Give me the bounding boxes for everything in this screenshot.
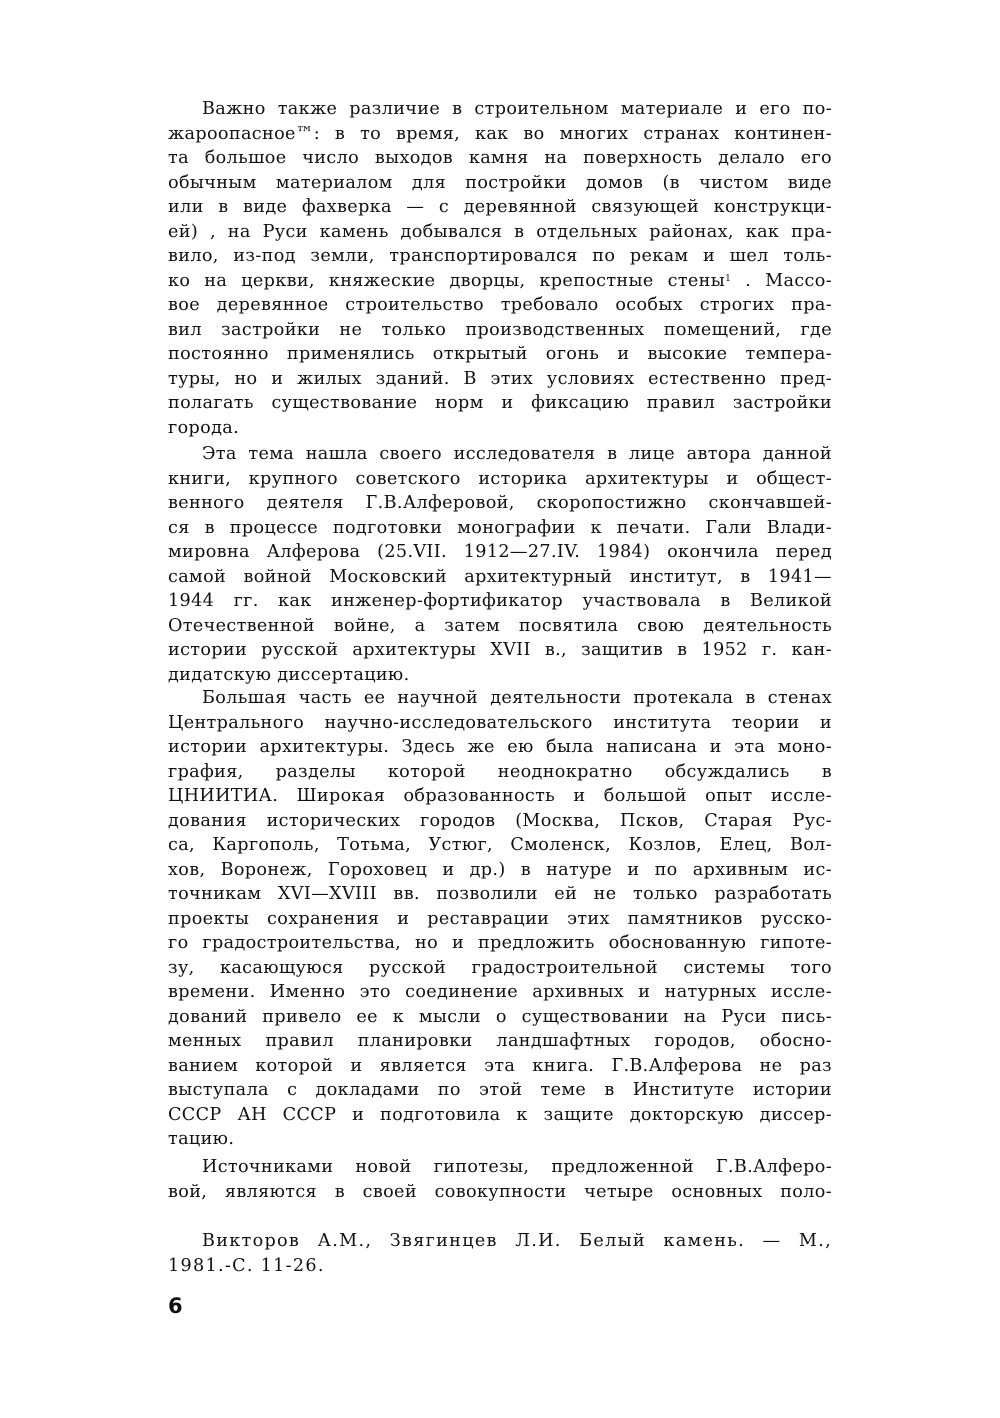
text-line: Большая часть ее научной деятельности протекала в стенах: [202, 688, 832, 708]
text-line: ванием которой и является эта книга. Г.В.Алферова не раз: [168, 1055, 832, 1076]
text-line: истории архитектуры. Здесь же ею была написана и эта моно-: [168, 737, 832, 757]
text-line: та большое число выходов камня на поверхность делало его: [168, 148, 832, 168]
paragraph-4: [168, 1155, 832, 1204]
text-line: дования исторических городов (Москва, Псков, Старая Рус-: [168, 810, 832, 831]
text-line: дидатскую диссертацию.: [168, 664, 410, 685]
text-line-start: ко на церкви, княжеские дворцы, крепостные стены: [168, 270, 726, 291]
text-line: СССР АН СССР и подготовила к защите докторскую диссер-: [168, 1104, 832, 1125]
text-line: 1944 гг. как инженер-фортификатор участвовала в Великой: [168, 591, 832, 611]
text-line: выступала с докладами по этой теме в Институте истории: [168, 1080, 832, 1100]
footnote-line: 1981.-С. 11-26.: [168, 1255, 325, 1276]
text-line: точникам XVI—XVIII вв. позволили ей не только разработать: [168, 884, 832, 904]
paragraph-3: [168, 686, 832, 1152]
text-line: проекты сохранения и реставрации этих памятников русско-: [168, 908, 832, 929]
text-line: Отечественной войне, а затем посвятила свою деятельность: [168, 615, 832, 636]
text-line: города.: [168, 417, 240, 438]
text-line: жароопасное™: в то время, как во многих странах континен-: [168, 123, 832, 144]
footnote-ref[interactable]: 1: [725, 273, 732, 284]
text-line: дований привело ее к мысли о существовании на Руси пись-: [168, 1006, 832, 1027]
text-line: самой войной Московский архитектурный институт, в 1941—: [168, 566, 832, 587]
text-line: венного деятеля Г.В.Алферовой, скоропостижно скончавшей-: [168, 493, 832, 513]
text-line: графия, разделы которой неоднократно обсуждались в: [168, 761, 832, 782]
text-line: ся в процессе подготовки монографии к печати. Гали Влади-: [168, 517, 832, 538]
text-line: ЦНИИТИА. Широкая образованность и большой опыт иссле-: [168, 786, 832, 806]
text-line: хов, Воронеж, Гороховец и др.) в натуре и по архивным ис-: [168, 859, 832, 880]
text-line: ей) , на Руси камень добывался в отдельных районах, как пра-: [168, 221, 832, 242]
text-line: книги, крупного советского историка архитектуры и общест-: [168, 468, 832, 489]
text-line: туры, но и жилых зданий. В этих условиях естественно пред-: [168, 368, 832, 389]
footnote: [168, 1229, 832, 1278]
text-line: Центрального научно-исследовательского института теории и: [168, 712, 832, 733]
text-line: вой, являются в своей совокупности четыре основных поло-: [168, 1181, 832, 1202]
text-line: тацию.: [168, 1129, 235, 1149]
text-line: истории русской архитектуры XVII в., защитив в 1952 г. кан-: [168, 640, 832, 660]
text-line: са, Каргополь, Тотьма, Устюг, Смоленск, Козлов, Елец, Вол-: [168, 835, 832, 855]
text-line: мировна Алферова (25.VII. 1912—27.IV. 1984) окончила перед: [168, 542, 832, 562]
paragraph-1: [168, 97, 832, 440]
text-line: вое деревянное строительство требовало особых строгих пра-: [168, 295, 832, 315]
text-line: Важно также различие в строительном материале и его по-: [202, 99, 832, 119]
text-line: го градостроительства, но и предложить обоснованную гипоте-: [168, 933, 832, 953]
text-line: Источниками новой гипотезы, предложенной Г.В.Алферо-: [202, 1157, 832, 1177]
text-line-with-footnote-ref: [168, 269, 832, 294]
text-line: Эта тема нашла своего исследователя в лице автора данной: [202, 444, 832, 464]
text-line: или в виде фахверка — с деревянной связующей конструкци-: [168, 197, 832, 217]
paragraph-2: [168, 442, 832, 687]
text-line-end: . Массо-: [731, 270, 832, 291]
text-line: вило, из-под земли, транспортировался по рекам и шел толь-: [168, 246, 832, 266]
text-line: времени. Именно это соединение архивных и натурных иссле-: [168, 982, 832, 1002]
text-line: вил застройки не только производственных помещений, где: [168, 319, 832, 340]
text-line: менных правил планировки ландшафтных городов, обосно-: [168, 1031, 832, 1051]
text-line: постоянно применялись открытый огонь и высокие темпера-: [168, 344, 832, 364]
text-line: обычным материалом для постройки домов (в чистом виде: [168, 172, 832, 193]
page-number: 6: [168, 1294, 183, 1318]
text-line: полагать существование норм и фиксацию правил застройки: [168, 393, 832, 413]
text-line: зу, касающуюся русской градостроительной системы того: [168, 957, 832, 978]
footnote-line: Викторов А.М., Звягинцев Л.И. Белый камень. — М.,: [202, 1231, 832, 1251]
